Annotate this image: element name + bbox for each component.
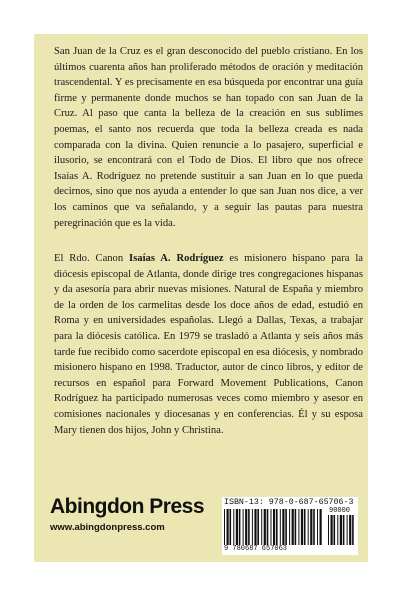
barcode-bar: [308, 509, 309, 545]
barcode-bar: [227, 509, 229, 545]
barcode-bar: [239, 509, 241, 545]
isbn-label: ISBN-13: 978-0-687-65706-3: [224, 498, 354, 507]
barcode-bar: [245, 509, 247, 545]
barcode-bar: [328, 515, 329, 545]
barcode-bar: [347, 515, 348, 545]
barcode-bar: [289, 509, 290, 545]
barcode-bar: [317, 509, 318, 545]
author-bio-intro: El Rdo. Canon: [54, 253, 130, 264]
price-barcode-icon: [328, 515, 356, 545]
barcode-bar: [267, 509, 269, 545]
synopsis-text: San Juan de la Cruz es el gran desconocido del pueblo cristiano. En los últimos cuarenta años han proliferado métodos de oración y meditación trascendental. Y es precisamente en esa búsqueda por encontrar una guía firme y permanente donde muchos se han topado con san Juan de la Cruz. Al paso que canta la belleza de la creación en sus sublimes poemas, el santo nos recuerda que toda la belleza creada es nada comparada con la divina. Quien renuncie a lo pasajero, superficial e ilusorio, se encontrará con el Todo de Dios. El libro que nos ofrece Isaías A. Rodríguez no pretende sustituir a san Juan en lo que pueda decirnos, sino que nos ayuda a entender lo que san Juan nos dice, a ver los caminos que va señalando, y a seguir las pautas para nuestra peregrinación que es la vida.: [54, 46, 363, 229]
barcode-bar: [252, 509, 253, 545]
back-cover-panel: [34, 34, 368, 562]
barcode-bar: [273, 509, 275, 545]
barcode-bar: [261, 509, 262, 545]
barcode-bar: [230, 509, 232, 545]
barcode-bar: [264, 509, 266, 545]
barcode-bar: [254, 509, 256, 545]
barcode-bar: [292, 509, 294, 545]
barcode-bar: [310, 509, 312, 545]
barcode-bar: [233, 509, 234, 545]
barcode-bar: [282, 509, 284, 545]
barcode-bar: [298, 509, 299, 545]
barcode-bar: [248, 509, 250, 545]
publisher-block: [50, 495, 204, 533]
synopsis-paragraph: [54, 44, 363, 231]
barcode-bar: [224, 509, 225, 545]
barcode-bar: [352, 515, 354, 545]
barcode-bar: [320, 509, 322, 545]
barcode-bar: [334, 515, 336, 545]
barcode-bar: [340, 515, 342, 545]
author-bio-text: es misionero hispano para la diócesis episcopal de Atlanta, donde dirige tres congregaciones hispanas y da asesoría para abrir nuevas misiones. Natural de España y miembro de la orden de los carmelitas desde los doce años de edad, estudió en Roma y en universidades españolas. Llegó a Dallas, Texas, a trabajar para la diócesis católica. En 1979 se trasladó a Atlanta y seis años más tarde fue recibido como sacerdote episcopal en esa diócesis, y nombrado misionero hispano en 1998. Traductor, autor de cinco libros, y editor de recursos en español para Forward Movement Publications, Canon Rodríguez ha participado numerosas veces como miembro y asesor en comisiones nacionales y diocesanas y en conferencias. Él y su esposa Mary tienen dos hijos, John y Christina.: [54, 253, 363, 436]
barcode-bar: [313, 509, 315, 545]
price-code: 90000: [329, 507, 351, 515]
author-name: Isaías A. Rodríguez: [129, 253, 224, 264]
publisher-name: Abingdon Press: [50, 495, 205, 518]
barcode-bar: [276, 509, 278, 545]
barcode-bar: [301, 509, 303, 545]
barcode-bar: [337, 515, 338, 545]
barcode-bar: [243, 509, 244, 545]
barcode-bar: [271, 509, 272, 545]
author-bio: [54, 251, 363, 438]
barcode-bar: [331, 515, 333, 545]
barcode-bar: [295, 509, 297, 545]
barcode-digits: 9 780687 657063: [224, 545, 288, 553]
barcode-bar: [257, 509, 259, 545]
barcode-bar: [349, 515, 351, 545]
ean-barcode-icon: [224, 509, 324, 545]
barcode-bar: [236, 509, 238, 545]
author-bio-paragraph: [54, 251, 363, 438]
barcode-bar: [285, 509, 287, 545]
barcode-bar: [280, 509, 281, 545]
barcode-bar: [343, 515, 345, 545]
barcode-bar: [304, 509, 306, 545]
barcode-area: [222, 497, 358, 555]
publisher-url[interactable]: www.abingdonpress.com: [50, 522, 165, 533]
